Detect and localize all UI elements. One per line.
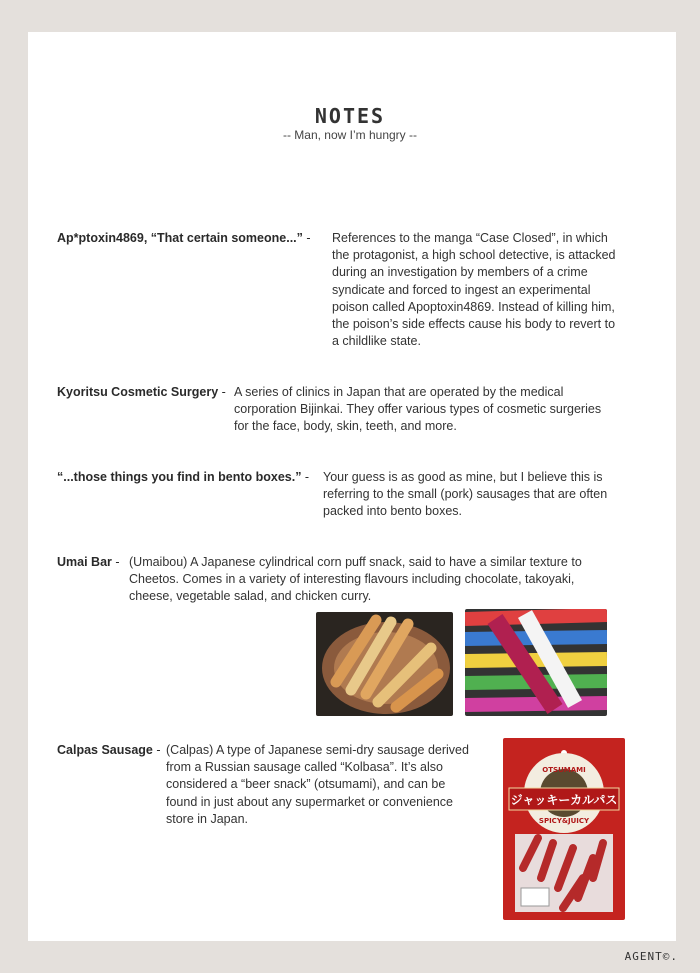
note-term: “...those things you find in bento boxes.” -: [57, 470, 310, 484]
note-term: Umai Bar -: [57, 555, 120, 569]
note-description: (Calpas) A type of Japanese semi-dry sausage derived from a Russian sausage called “Kolbasa”. It’s also considered a “beer snack” (otsumami), and can be found in just about any supermarket or convenience store in Japan.: [166, 743, 469, 826]
note-term: Ap*ptoxin4869, “That certain someone...” -: [57, 231, 311, 245]
svg-text:SPICY&JUICY: SPICY&JUICY: [538, 817, 590, 825]
umaibou-packages-photo: [465, 609, 607, 716]
note-description: References to the manga “Case Closed”, in which the protagonist, a high school detective, is attacked during an investigation by members of a crime syndicate and forced to ingest an experimental poison called Apoptoxin4869. Instead of killing him, the poison’s side effects cause his body to revert to a childlike state.: [332, 231, 616, 349]
credit-signature: AGENT©.: [624, 950, 678, 963]
umaibou-snack-photo: [316, 612, 453, 716]
page-title: NOTES: [314, 104, 386, 128]
page-subtitle: -- Man, now I’m hungry --: [282, 128, 418, 142]
svg-text:OTSUMAMI: OTSUMAMI: [542, 766, 586, 774]
svg-text:ジャッキーカルパス: ジャッキーカルパス: [510, 793, 618, 807]
note-term: Kyoritsu Cosmetic Surgery -: [57, 385, 226, 399]
note-description: A series of clinics in Japan that are operated by the medical corporation Bijinkai. They offer various types of cosmetic surgeries for the face, body, skin, teeth, and more.: [234, 385, 602, 434]
calpas-package-photo: [503, 738, 625, 920]
note-description: Your guess is as good as mine, but I believe this is referring to the small (pork) sausages that are often packed into bento boxes.: [323, 470, 608, 519]
note-description: (Umaibou) A Japanese cylindrical corn puff snack, said to have a similar texture to Cheetos. Comes in a variety of interesting flavours including chocolate, takoyaki, cheese, vegetable salad, and chicken curry.: [129, 555, 582, 604]
note-term: Calpas Sausage -: [57, 743, 161, 757]
